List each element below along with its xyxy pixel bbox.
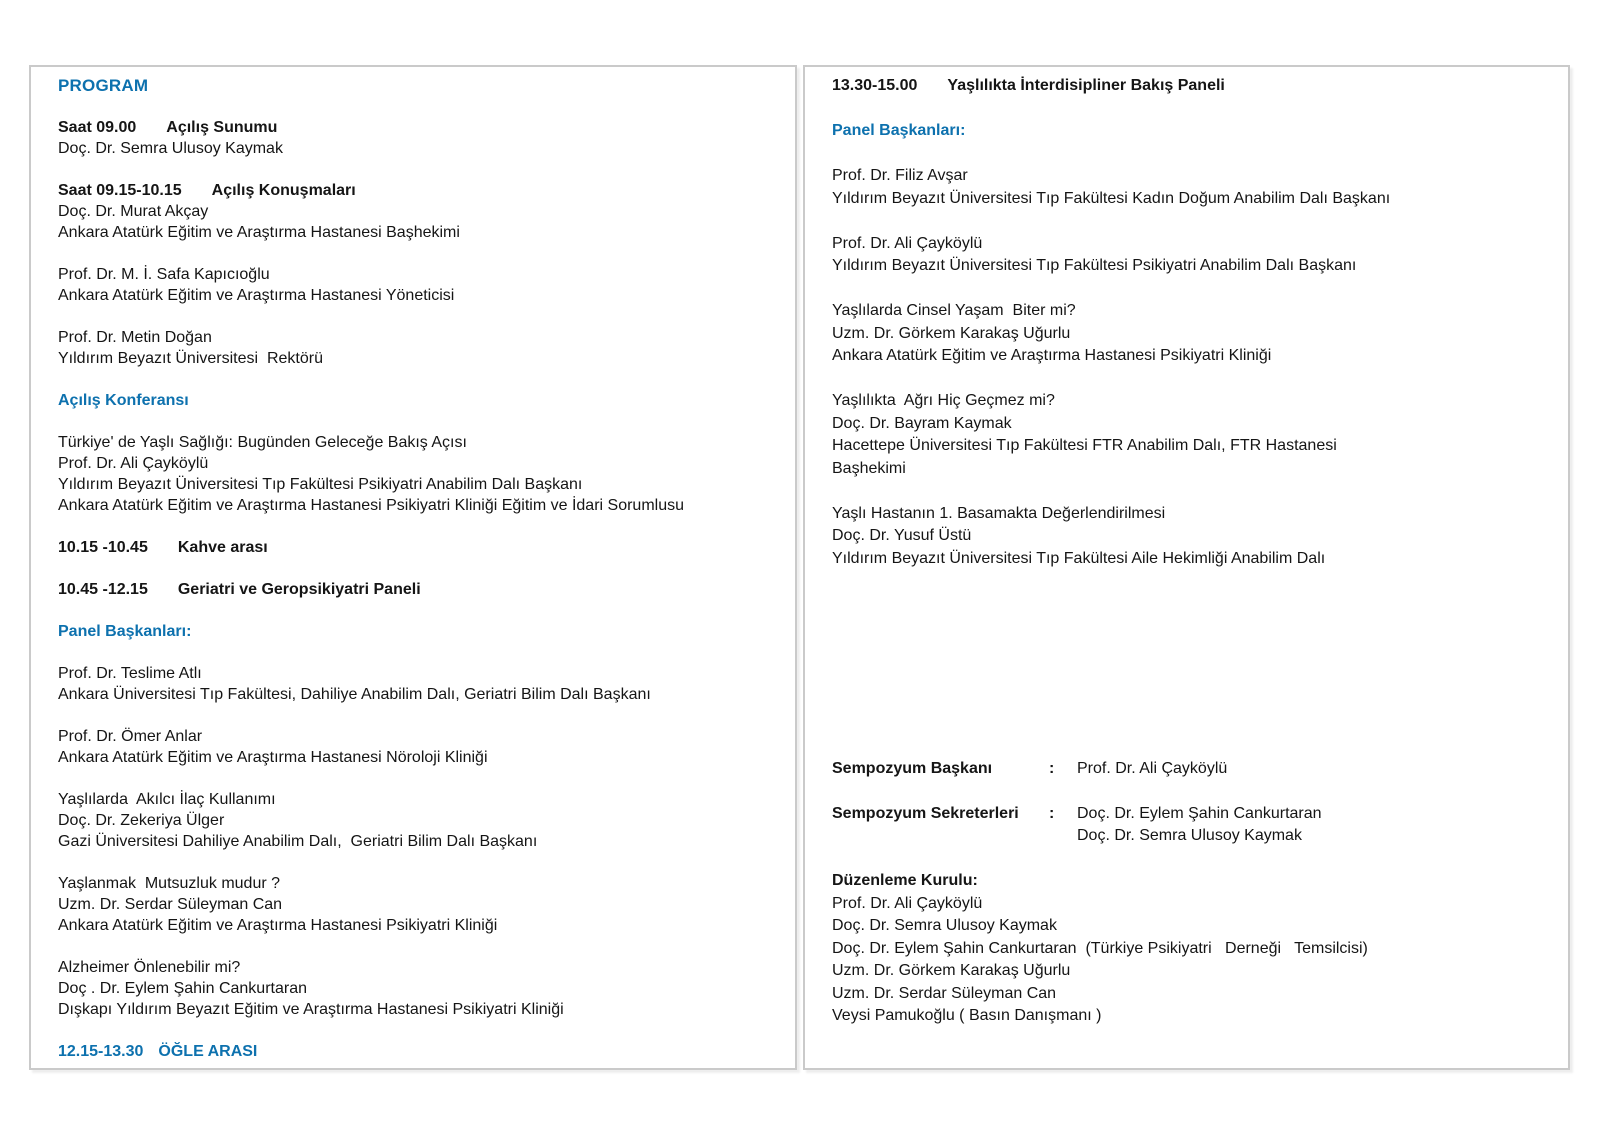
speaker-affiliation: Ankara Atatürk Eğitim ve Araştırma Hastanesi Psikiyatri Kliniği: [832, 347, 1272, 364]
speaker-name: Prof. Dr. M. İ. Safa Kapıcıoğlu: [58, 266, 270, 283]
talk-block: [58, 789, 771, 852]
session-title: Yaşlılıkta İnterdisipliner Bakış Paneli: [947, 77, 1225, 94]
committee-member: Doç. Dr. Semra Ulusoy Kaymak: [832, 917, 1057, 934]
panel-chairs-heading: Panel Başkanları:: [58, 623, 192, 640]
session-title: Açılış Sunumu: [166, 119, 278, 136]
geriatri-panel-session: [58, 579, 771, 600]
vertical-spacer: [832, 593, 1544, 758]
talk-block: [58, 957, 771, 1020]
speaker-affiliation: Hacettepe Üniversitesi Tıp Fakültesi FTR Anabilim Dalı, FTR Hastanesi: [832, 437, 1337, 454]
speaker-name: Prof. Dr. Teslime Atlı: [58, 665, 202, 682]
session-time: 12.15-13.30: [58, 1043, 144, 1060]
panel-chair-block: [58, 663, 771, 705]
program-left-panel: [29, 65, 797, 1070]
symposium-secretary-name: Doç. Dr. Semra Ulusoy Kaymak: [1077, 827, 1302, 844]
opening-session: [58, 117, 771, 159]
session-title: Açılış Konuşmaları: [211, 182, 356, 199]
talk-block: [832, 503, 1544, 571]
session-time: 10.45 -12.15: [58, 581, 148, 598]
session-title: Kahve arası: [177, 539, 268, 556]
talk-title: Yaşlanmak Mutsuzluk mudur ?: [58, 875, 281, 892]
talk-title: Yaşlı Hastanın 1. Basamakta Değerlendirilmesi: [832, 504, 1166, 522]
talk-title: Yaşlılıkta Ağrı Hiç Geçmez mi?: [832, 392, 1055, 409]
talk-title: Yaşlılarda Cinsel Yaşam Biter mi?: [832, 302, 1076, 319]
speaker-affiliation: Yıldırım Beyazıt Üniversitesi Tıp Fakültesi Kadın Doğum Anabilim Dalı Başkanı: [832, 189, 1391, 207]
speaker-affiliation: Ankara Üniversitesi Tıp Fakültesi, Dahiliye Anabilim Dalı, Geriatri Bilim Dalı Başkanı: [58, 686, 651, 703]
speaker-affiliation: Ankara Atatürk Eğitim ve Araştırma Hastanesi Psikiyatri Kliniği Eğitim ve İdari Sorumlusu: [58, 497, 685, 514]
session-row: [58, 180, 771, 201]
organizing-committee-heading: Düzenleme Kurulu:: [832, 872, 978, 889]
symposium-president-name: Prof. Dr. Ali Çayköylü: [1077, 759, 1228, 777]
speaker-affiliation: Yıldırım Beyazıt Üniversitesi Rektörü: [58, 350, 323, 367]
talk-block: [832, 300, 1544, 368]
symposium-president-row: [832, 758, 1544, 781]
speaker-affiliation: Dışkapı Yıldırım Beyazıt Eğitim ve Araştırma Hastanesi Psikiyatri Kliniği: [58, 1001, 564, 1018]
symposium-secretaries-row: [832, 803, 1544, 848]
committee-member: Doç. Dr. Eylem Şahin Cankurtaran (Türkiye Psikiyatri Derneği Temsilcisi): [832, 939, 1368, 957]
speaker-block: [58, 264, 771, 306]
interdisciplinary-panel-session: [832, 75, 1544, 98]
speaker-name: Prof. Dr. Ali Çayköylü: [832, 234, 983, 252]
colon-separator: :: [1049, 759, 1055, 777]
talk-block: [832, 390, 1544, 480]
speaker-affiliation: Ankara Atatürk Eğitim ve Araştırma Hastanesi Başhekimi: [58, 224, 460, 241]
speaker-block: [58, 327, 771, 369]
session-time: Saat 09.00: [58, 119, 137, 136]
symposium-president-label: Sempozyum Başkanı: [832, 759, 993, 777]
program-title-block: [58, 75, 771, 96]
speaker-name: Prof. Dr. Metin Doğan: [58, 329, 212, 346]
opening-speeches-session: [58, 180, 771, 243]
lunch-break-session: [58, 1041, 771, 1062]
panel-chairs-heading-block: [58, 621, 771, 642]
session-title: Geriatri ve Geropsikiyatri Paneli: [177, 581, 421, 598]
session-row: [58, 579, 771, 600]
speaker-affiliation: Başhekimi: [832, 459, 906, 477]
session-row: [58, 537, 771, 558]
speaker-affiliation: Ankara Atatürk Eğitim ve Araştırma Hastanesi Nöroloji Kliniği: [58, 749, 488, 766]
symposium-secretaries-label: Sempozyum Sekreterleri: [832, 804, 1019, 822]
speaker-name: Doç . Dr. Eylem Şahin Cankurtaran: [58, 980, 307, 997]
program-title: PROGRAM: [58, 76, 149, 95]
panel-chair-block: [832, 165, 1544, 210]
organizing-committee-block: [832, 870, 1544, 1028]
session-row: [58, 117, 771, 138]
speaker-affiliation: Ankara Atatürk Eğitim ve Araştırma Hastanesi Psikiyatri Kliniği: [58, 917, 498, 934]
talk-block: [58, 873, 771, 936]
speaker-affiliation: Yıldırım Beyazıt Üniversitesi Tıp Fakültesi Aile Hekimliği Anabilim Dalı: [832, 549, 1326, 567]
committee-member: Uzm. Dr. Görkem Karakaş Uğurlu: [832, 962, 1071, 979]
speaker-name: Doç. Dr. Zekeriya Ülger: [58, 812, 225, 829]
panel-chair-block: [58, 726, 771, 768]
conference-heading: Açılış Konferansı: [58, 392, 189, 409]
session-title: ÖĞLE ARASI: [158, 1043, 258, 1060]
talk-title: Alzheimer Önlenebilir mi?: [58, 959, 241, 976]
speaker-affiliation: Ankara Atatürk Eğitim ve Araştırma Hastanesi Yöneticisi: [58, 287, 455, 304]
conference-talk-title: Türkiye' de Yaşlı Sağlığı: Bugünden Geleceğe Bakış Açısı: [58, 434, 467, 451]
committee-member: Uzm. Dr. Serdar Süleyman Can: [832, 984, 1057, 1002]
speaker-affiliation: Yıldırım Beyazıt Üniversitesi Tıp Fakültesi Psikiyatri Anabilim Dalı Başkanı: [58, 476, 583, 493]
speaker-name: Prof. Dr. Ali Çayköylü: [58, 455, 209, 472]
panel-chairs-heading-block: [832, 120, 1544, 143]
coffee-break-session: [58, 537, 771, 558]
session-time: Saat 09.15-10.15: [58, 182, 182, 199]
symposium-secretary-name: Doç. Dr. Eylem Şahin Cankurtaran: [1077, 804, 1322, 822]
speaker-name: Prof. Dr. Ömer Anlar: [58, 728, 203, 745]
speaker-name: Doç. Dr. Bayram Kaymak: [832, 414, 1012, 432]
session-row: [58, 1041, 771, 1062]
speaker-name: Doç. Dr. Yusuf Üstü: [832, 527, 972, 544]
program-right-panel: [803, 65, 1570, 1070]
conference-heading-block: [58, 390, 771, 411]
speaker-name: Doç. Dr. Semra Ulusoy Kaymak: [58, 140, 283, 157]
session-row: [832, 75, 1544, 98]
session-time: 13.30-15.00: [832, 77, 918, 94]
speaker-name: Uzm. Dr. Serdar Süleyman Can: [58, 896, 283, 913]
session-time: 10.15 -10.45: [58, 539, 148, 556]
speaker-name: Prof. Dr. Filiz Avşar: [832, 167, 968, 184]
talk-title: Yaşlılarda Akılcı İlaç Kullanımı: [58, 791, 276, 808]
speaker-affiliation: Yıldırım Beyazıt Üniversitesi Tıp Fakültesi Psikiyatri Anabilim Dalı Başkanı: [832, 257, 1357, 274]
panel-chairs-heading: Panel Başkanları:: [832, 122, 966, 139]
conference-block: [58, 432, 771, 516]
speaker-name: Doç. Dr. Murat Akçay: [58, 203, 209, 220]
panel-chair-block: [832, 233, 1544, 278]
committee-member: Prof. Dr. Ali Çayköylü: [832, 894, 983, 912]
speaker-affiliation: Gazi Üniversitesi Dahiliye Anabilim Dalı, Geriatri Bilim Dalı Başkanı: [58, 833, 538, 850]
colon-separator: :: [1049, 804, 1055, 822]
speaker-name: Uzm. Dr. Görkem Karakaş Uğurlu: [832, 324, 1071, 342]
committee-member: Veysi Pamukoğlu ( Basın Danışmanı ): [832, 1007, 1102, 1024]
